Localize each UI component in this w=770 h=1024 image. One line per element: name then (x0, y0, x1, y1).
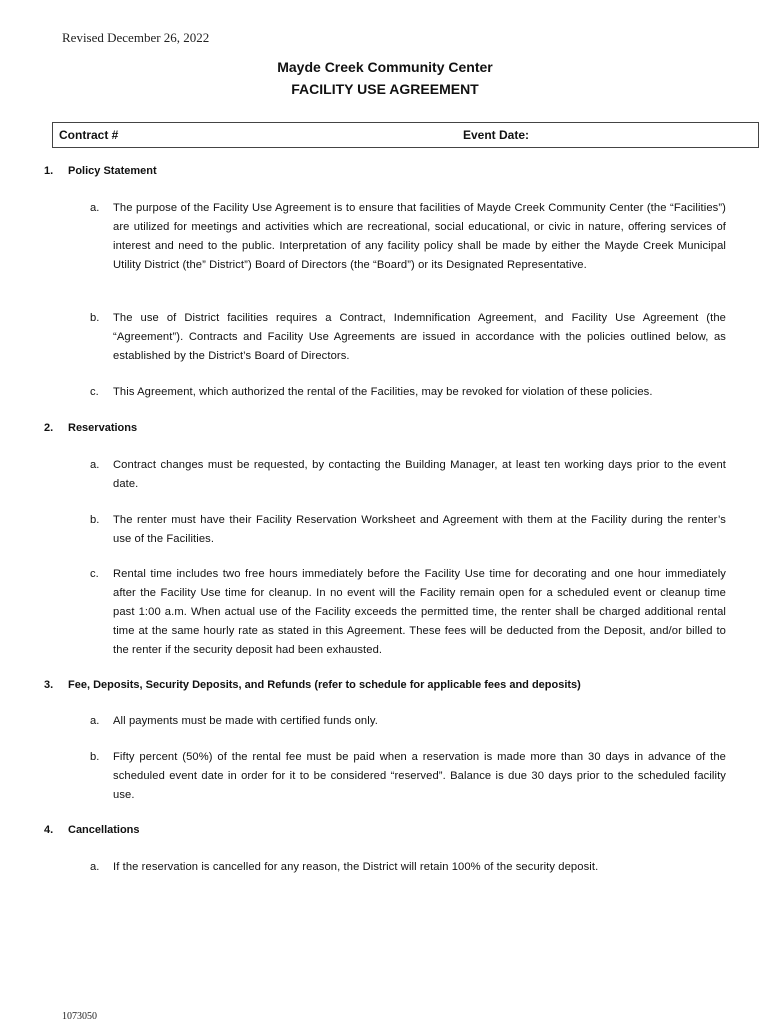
item-letter: a. (90, 861, 100, 873)
list-item (90, 511, 726, 549)
item-text: All payments must be made with certified funds only. (113, 715, 378, 727)
item-letter: a. (90, 459, 100, 471)
list-item (90, 748, 726, 805)
item-text: The purpose of the Facility Use Agreement is to ensure that facilities of Mayde Creek Community Center (the “Facilities”) are utilized for meetings and activities which are recreational, social educational, or civic in nature, offering services of interest and need to the public. Interpretation of any facility policy shall be made by either the Mayde Creek Municipal Utility District (the” District”) Board of Directors (the “Board”) or its Designated Representative. (113, 202, 726, 271)
contract-info-box (52, 122, 759, 148)
section-heading-reservations (44, 422, 137, 434)
section-number: 1. (44, 165, 54, 177)
revision-date: Revised December 26, 2022 (62, 30, 210, 45)
document-title: Mayde Creek Community Center (277, 59, 493, 75)
section-heading-cancellations (44, 824, 140, 836)
item-text: Contract changes must be requested, by contacting the Building Manager, at least ten working days prior to the event date. (113, 459, 726, 490)
section-heading-fees (44, 679, 581, 691)
section-number: 4. (44, 824, 54, 836)
section-title: Reservations (68, 422, 138, 434)
section-number: 3. (44, 679, 54, 691)
section-number: 2. (44, 422, 54, 434)
item-text: If the reservation is cancelled for any reason, the District will retain 100% of the security deposit. (113, 861, 599, 873)
item-letter: a. (90, 715, 100, 727)
section-title: Cancellations (68, 824, 140, 836)
item-letter: c. (90, 386, 99, 398)
event-date-label: Event Date: (463, 128, 530, 142)
item-text: This Agreement, which authorized the rental of the Facilities, may be revoked for violation of these policies. (113, 386, 653, 398)
item-text: The use of District facilities requires a Contract, Indemnification Agreement, and Facility Use Agreement (the “Agreement”). Contracts and Facility Use Agreements are issued in accordance with the policies outlined below, as established by the District’s Board of Directors. (113, 312, 726, 362)
list-item (90, 565, 726, 660)
list-item (90, 858, 726, 877)
list-item (90, 456, 726, 494)
item-letter: a. (90, 202, 100, 214)
item-letter: b. (90, 312, 100, 324)
list-item (90, 712, 726, 731)
item-letter: b. (90, 751, 100, 763)
item-text: Fifty percent (50%) of the rental fee must be paid when a reservation is made more than 30 days in advance of the scheduled event date in order for it to be considered “reserved”. Balance is due 30 days prior to the scheduled facility use. (113, 751, 726, 801)
item-text: Rental time includes two free hours immediately before the Facility Use time for decorating and one hour immediately after the Facility Use time for cleanup. In no event will the Facility remain open for a scheduled event or cleanup time past 1:00 a.m. When actual use of the Facility exceeds the permitted time, the renter shall be charged additional rental time at the same hourly rate as stated in this Agreement. These fees will be deducted from the Deposit, and/or billed to the renter if the security deposit had been exhausted. (113, 568, 726, 656)
document-id: 1073050 (62, 1011, 97, 1022)
document-subtitle: FACILITY USE AGREEMENT (291, 81, 479, 97)
list-item (90, 199, 726, 275)
section-title: Policy Statement (68, 165, 157, 177)
item-text: The renter must have their Facility Reservation Worksheet and Agreement with them at the Facility during the renter’s use of the Facilities. (113, 514, 726, 545)
item-letter: c. (90, 568, 99, 580)
contract-number-label: Contract # (59, 128, 119, 142)
item-letter: b. (90, 514, 100, 526)
section-heading-policy (44, 165, 157, 177)
section-title: Fee, Deposits, Security Deposits, and Refunds (refer to schedule for applicable fees and deposits) (68, 679, 581, 691)
list-item (90, 383, 726, 402)
list-item (90, 309, 726, 366)
